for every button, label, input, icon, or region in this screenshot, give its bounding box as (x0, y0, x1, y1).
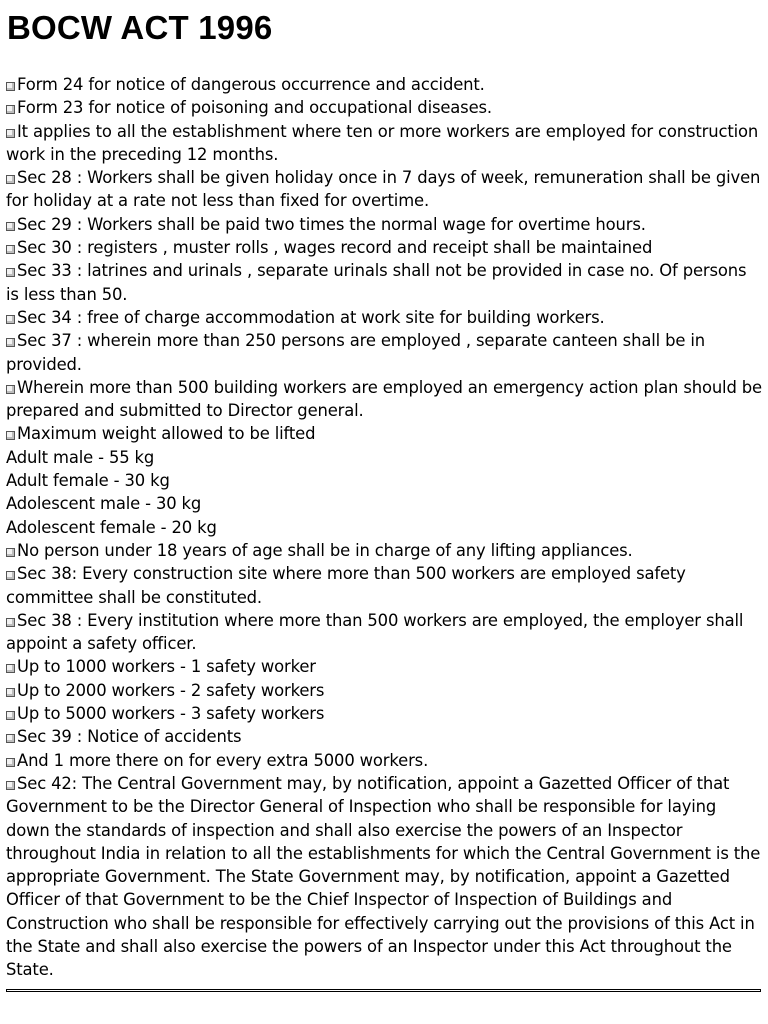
list-item (6, 166, 762, 213)
checkbox-bullet-icon (6, 781, 15, 790)
checkbox-bullet-icon (6, 618, 15, 627)
list-item (6, 725, 762, 748)
list-item-text: Up to 2000 workers - 2 safety workers (17, 680, 325, 700)
checkbox-bullet-icon (6, 315, 15, 324)
list-item-text: It applies to all the establishment where ten or more workers are employed for construction work in the preceding 12 months. (6, 121, 759, 164)
document-body (6, 73, 762, 982)
list-item (6, 679, 762, 702)
list-item (6, 655, 762, 678)
list-item (6, 422, 762, 445)
weight-limit-line (6, 446, 762, 469)
checkbox-bullet-icon (6, 105, 15, 114)
list-item-text: Sec 28 : Workers shall be given holiday once in 7 days of week, remuneration shall be given for holiday at a rate not less than fixed for overtime. (6, 168, 761, 211)
checkbox-bullet-icon (6, 129, 15, 138)
list-item-text: Adult female - 30 kg (6, 471, 170, 491)
list-item (6, 609, 762, 656)
list-item-text: Up to 5000 workers - 3 safety workers (17, 704, 325, 724)
list-item-text: Sec 34 : free of charge accommodation at work site for building workers. (17, 307, 605, 327)
bottom-divider (6, 989, 761, 992)
list-item (6, 236, 762, 259)
list-item-text: Form 24 for notice of dangerous occurrence and accident. (17, 75, 485, 94)
checkbox-bullet-icon (6, 758, 15, 767)
list-item (6, 120, 762, 167)
list-item-text: Up to 1000 workers - 1 safety worker (17, 657, 316, 677)
list-item-text: Adult male - 55 kg (6, 447, 155, 467)
list-item-text: Sec 37 : wherein more than 250 persons are employed , separate canteen shall be in provided. (6, 331, 705, 374)
page-title: BOCW ACT 1996 (7, 9, 273, 46)
checkbox-bullet-icon (6, 338, 15, 347)
weight-limit-line (6, 516, 762, 539)
checkbox-bullet-icon (6, 664, 15, 673)
checkbox-bullet-icon (6, 571, 15, 580)
checkbox-bullet-icon (6, 431, 15, 440)
list-item-text: Sec 29 : Workers shall be paid two times the normal wage for overtime hours. (17, 214, 646, 234)
list-item-text: Adolescent female - 20 kg (6, 517, 217, 537)
checkbox-bullet-icon (6, 245, 15, 254)
list-item (6, 562, 762, 609)
list-item (6, 306, 762, 329)
list-item (6, 749, 762, 772)
list-item-text: Sec 33 : latrines and urinals , separate urinals shall not be provided in case no. Of persons is less than 50. (6, 261, 747, 304)
list-item-text: Sec 38: Every construction site where more than 500 workers are employed safety committee shall be constituted. (6, 564, 686, 607)
list-item-text: Sec 30 : registers , muster rolls , wages record and receipt shall be maintained (17, 238, 653, 258)
checkbox-bullet-icon (6, 548, 15, 557)
checkbox-bullet-icon (6, 222, 15, 231)
checkbox-bullet-icon (6, 688, 15, 697)
checkbox-bullet-icon (6, 82, 15, 91)
list-item-text: And 1 more there on for every extra 5000 workers. (17, 750, 429, 770)
list-item-text: Maximum weight allowed to be lifted (17, 424, 316, 444)
list-item-text: Sec 38 : Every institution where more than 500 workers are employed, the employer shall appoint a safety officer. (6, 610, 744, 654)
checkbox-bullet-icon (6, 268, 15, 277)
weight-limit-line (6, 492, 762, 515)
list-item (6, 73, 762, 96)
list-item (6, 96, 762, 119)
list-item-text: No person under 18 years of age shall be in charge of any lifting appliances. (17, 540, 633, 560)
checkbox-bullet-icon (6, 734, 15, 743)
list-item (6, 259, 762, 306)
list-item (6, 772, 762, 982)
checkbox-bullet-icon (6, 385, 15, 394)
list-item (6, 213, 762, 236)
document-page (6, 8, 762, 982)
checkbox-bullet-icon (6, 711, 15, 720)
list-item (6, 376, 762, 423)
list-item (6, 702, 762, 725)
checkbox-bullet-icon (6, 175, 15, 184)
list-item-text: Sec 42: The Central Government may, by notification, appoint a Gazetted Officer of that Government to be the Director General of Inspection who shall be responsible for laying down the standards of inspection and shall also exercise the powers of an Inspector throughout India in relation to all the establishments for which the Central Government is the appropriate Government. The State Government may, by notification, appoint a Gazetted Officer of that Government to be the Chief Inspector of Inspection of Buildings and Construction who shall be responsible for effectively carrying out the provisions of this Act in the State and shall also exercise the powers of an Inspector under this Act throughout the State. (6, 773, 761, 980)
list-item-text: Adolescent male - 30 kg (6, 494, 202, 514)
list-item (6, 329, 762, 376)
weight-limit-line (6, 469, 762, 492)
list-item (6, 539, 762, 562)
list-item-text: Wherein more than 500 building workers are employed an emergency action plan should be prepared and submitted to Director general. (6, 377, 762, 421)
list-item-text: Form 23 for notice of poisoning and occupational diseases. (17, 98, 492, 118)
list-item-text: Sec 39 : Notice of accidents (17, 727, 242, 747)
